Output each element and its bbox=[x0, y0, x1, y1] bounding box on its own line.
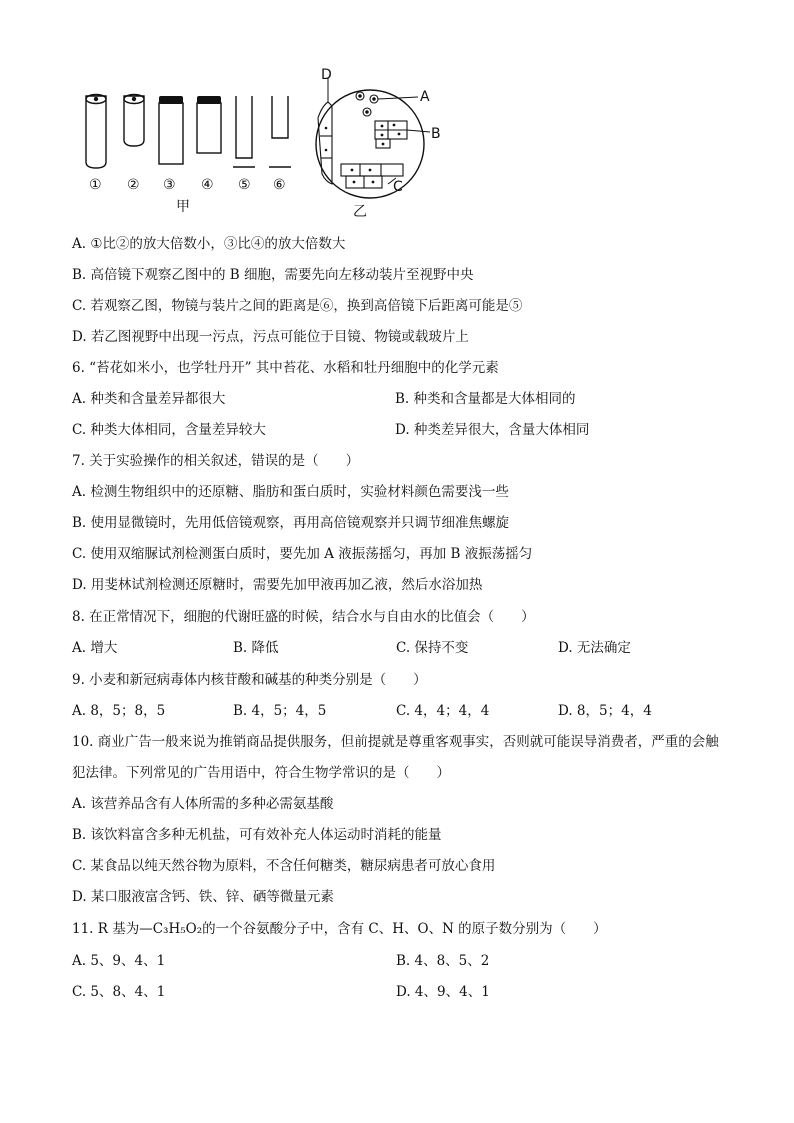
q6-stem: 6. “苔花如米小，也学牡丹开” 其中苔花、水稻和牡丹细胞中的化学元素 bbox=[72, 360, 499, 376]
label-5: ⑤ bbox=[238, 177, 251, 193]
q9-option-d: D. 8，5；4，4 bbox=[558, 703, 652, 719]
q7-option-b: B. 使用显微镜时，先用低倍镜观察，再用高倍镜观察并只调节细准焦螺旋 bbox=[72, 515, 510, 531]
q10-option-a: A. 该营养品含有人体所需的多种必需氨基酸 bbox=[72, 796, 334, 812]
q11-option-a: A. 5、9、4、1 bbox=[72, 953, 166, 969]
label-jia: 甲 bbox=[176, 199, 190, 215]
q5-option-d: D. 若乙图视野中出现一污点，污点可能位于目镜、物镜或载玻片上 bbox=[72, 329, 469, 345]
q7-option-d: D. 用斐林试剂检测还原糖时，需要先加甲液再加乙液，然后水浴加热 bbox=[72, 577, 483, 593]
q11-option-b: B. 4、8、5、2 bbox=[396, 953, 490, 969]
label-6: ⑥ bbox=[273, 177, 286, 193]
q8-option-d: D. 无法确定 bbox=[558, 640, 631, 656]
q10-stem: 10. 商业广告一般来说为推销商品提供服务，但前提就是尊重客观事实，否则就可能误导消费者，严重的会触犯法律。下列常见的广告用语中，符合生物学常识的是（ ） bbox=[72, 734, 719, 781]
q9-stem: 9. 小麦和新冠病毒体内核苷酸和碱基的种类分别是（ ） bbox=[72, 672, 427, 688]
q9-option-b: B. 4，5；4，5 bbox=[233, 703, 327, 719]
q8-option-a: A. 增大 bbox=[72, 640, 118, 656]
q10-option-b: B. 该饮料富含多种无机盐，可有效补充人体运动时消耗的能量 bbox=[72, 827, 442, 843]
label-2: ② bbox=[127, 177, 140, 193]
label-A: A bbox=[420, 89, 430, 105]
q11-option-d: D. 4、9、4、1 bbox=[396, 984, 490, 1000]
q7-stem: 7. 关于实验操作的相关叙述，错误的是（ ） bbox=[72, 453, 360, 469]
q5-option-a: A. ①比②的放大倍数小，③比④的放大倍数大 bbox=[72, 236, 346, 252]
label-C: C bbox=[393, 179, 403, 195]
q11-option-c: C. 5、8、4、1 bbox=[72, 984, 166, 1000]
q6-option-c: C. 种类大体相同，含量差异较大 bbox=[72, 422, 266, 438]
label-B: B bbox=[431, 126, 441, 142]
q8-option-c: C. 保持不变 bbox=[396, 640, 469, 656]
label-yi: 乙 bbox=[353, 204, 367, 220]
q10-option-c: C. 某食品以纯天然谷物为原料，不含任何糖类，糖尿病患者可放心食用 bbox=[72, 858, 496, 874]
label-D: D bbox=[321, 67, 332, 83]
q8-option-b: B. 降低 bbox=[233, 640, 279, 656]
q5-option-c: C. 若观察乙图，物镜与装片之间的距离是⑥，换到高倍镜下后距离可能是⑤ bbox=[72, 298, 523, 314]
q9-option-c: C. 4，4；4，4 bbox=[396, 703, 490, 719]
q8-stem: 8. 在正常情况下，细胞的代谢旺盛的时候，结合水与自由水的比值会（ ） bbox=[72, 609, 535, 625]
label-4: ④ bbox=[201, 177, 214, 193]
q6-option-a: A. 种类和含量差异都很大 bbox=[72, 391, 226, 407]
q5-option-b: B. 高倍镜下观察乙图中的 B 细胞，需要先向左移动装片至视野中央 bbox=[72, 267, 474, 283]
q6-option-b: B. 种类和含量都是大体相同的 bbox=[395, 391, 576, 407]
q9-option-a: A. 8，5；8，5 bbox=[72, 703, 166, 719]
q7-option-a: A. 检测生物组织中的还原糖、脂肪和蛋白质时，实验材料颜色需要浅一些 bbox=[72, 484, 509, 500]
label-1: ① bbox=[89, 177, 102, 193]
label-3: ③ bbox=[163, 177, 176, 193]
microscope-figure bbox=[70, 66, 490, 220]
q6-option-d: D. 种类差异很大，含量大体相同 bbox=[395, 422, 590, 438]
q10-option-d: D. 某口服液富含钙、铁、锌、硒等微量元素 bbox=[72, 889, 334, 905]
q7-option-c: C. 使用双缩脲试剂检测蛋白质时，要先加 A 液振荡摇匀，再加 B 液振荡摇匀 bbox=[72, 546, 533, 562]
q11-stem: 11. R 基为—C₃H₅O₂的一个谷氨酸分子中，含有 C、H、O、N 的原子数分别为（ ） bbox=[72, 921, 607, 937]
